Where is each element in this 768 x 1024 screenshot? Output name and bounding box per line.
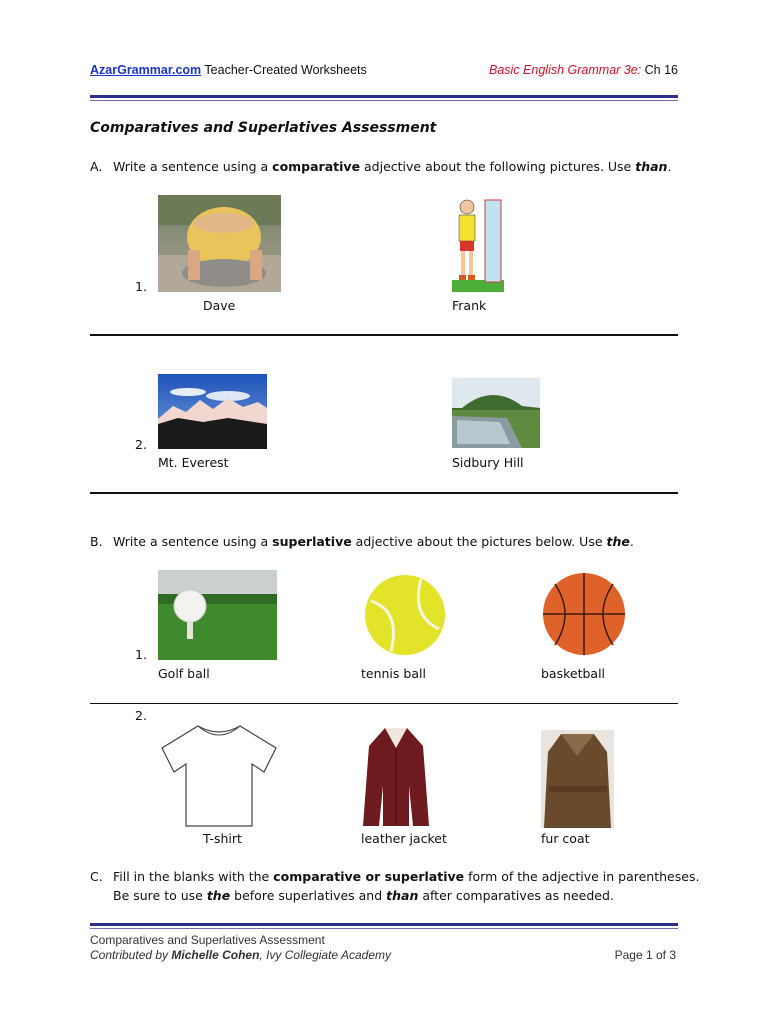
section-c-instruction: C. Fill in the blanks with the comparative or superlative form of the adjective in parentheses. [90,869,700,884]
footer-rule-thin [90,928,678,929]
golf-ball-photo [158,570,277,660]
b-item-1-label-1: Golf ball [158,666,210,681]
section-c-instruction-line-2: Be sure to use the before superlatives and than after comparatives as needed. [113,888,614,903]
b-item-2-number: 2. [135,708,147,723]
chapter-label: Ch 16 [644,63,678,77]
a-item-1-right-label: Frank [452,298,487,313]
sidbury-hill-photo [452,378,540,448]
a-item-2-left-label: Mt. Everest [158,455,229,470]
footer-contributor: Contributed by Michelle Cohen, Ivy Collegiate Academy [90,948,392,962]
b-item-2-label-3: fur coat [541,831,590,846]
t-shirt-drawing [158,724,280,828]
basketball-photo [541,569,627,659]
header-rule-thin [90,100,678,101]
site-link[interactable]: AzarGrammar.com [90,63,202,77]
page-number: Page 1 of 3 [614,948,676,962]
a-item-1-number: 1. [135,279,147,294]
header-left [90,63,367,77]
a-item-2-right-label: Sidbury Hill [452,455,524,470]
header-right [489,63,678,77]
dave-photo [158,195,281,292]
mt-everest-photo [158,374,267,449]
answer-line-a2[interactable] [90,492,678,494]
answer-line-b1[interactable] [90,703,678,704]
section-b-instruction: B. Write a sentence using a superlative adjective about the pictures below. Use the. [90,534,634,549]
a-item-2-number: 2. [135,437,147,452]
b-item-2-label-2: leather jacket [361,831,447,846]
page-title: Comparatives and Superlatives Assessment [90,120,437,136]
footer-rule [90,923,678,926]
book-title: Basic English Grammar 3e: [489,63,642,77]
leather-jacket-photo [361,726,431,828]
fur-coat-photo [541,730,614,828]
tennis-ball-photo [361,571,449,660]
b-item-2-label-1: T-shirt [203,831,242,846]
frank-cartoon [452,195,504,292]
header-rule [90,95,678,98]
b-item-1-label-2: tennis ball [361,666,426,681]
b-item-1-number: 1. [135,647,147,662]
a-item-1-left-label: Dave [203,298,236,313]
section-a-instruction: A. Write a sentence using a comparative adjective about the following pictures. Use than. [90,159,672,174]
answer-line-a1[interactable] [90,334,678,336]
site-suffix: Teacher-Created Worksheets [204,63,367,77]
b-item-1-label-3: basketball [541,666,606,681]
footer-title: Comparatives and Superlatives Assessment [90,933,325,947]
